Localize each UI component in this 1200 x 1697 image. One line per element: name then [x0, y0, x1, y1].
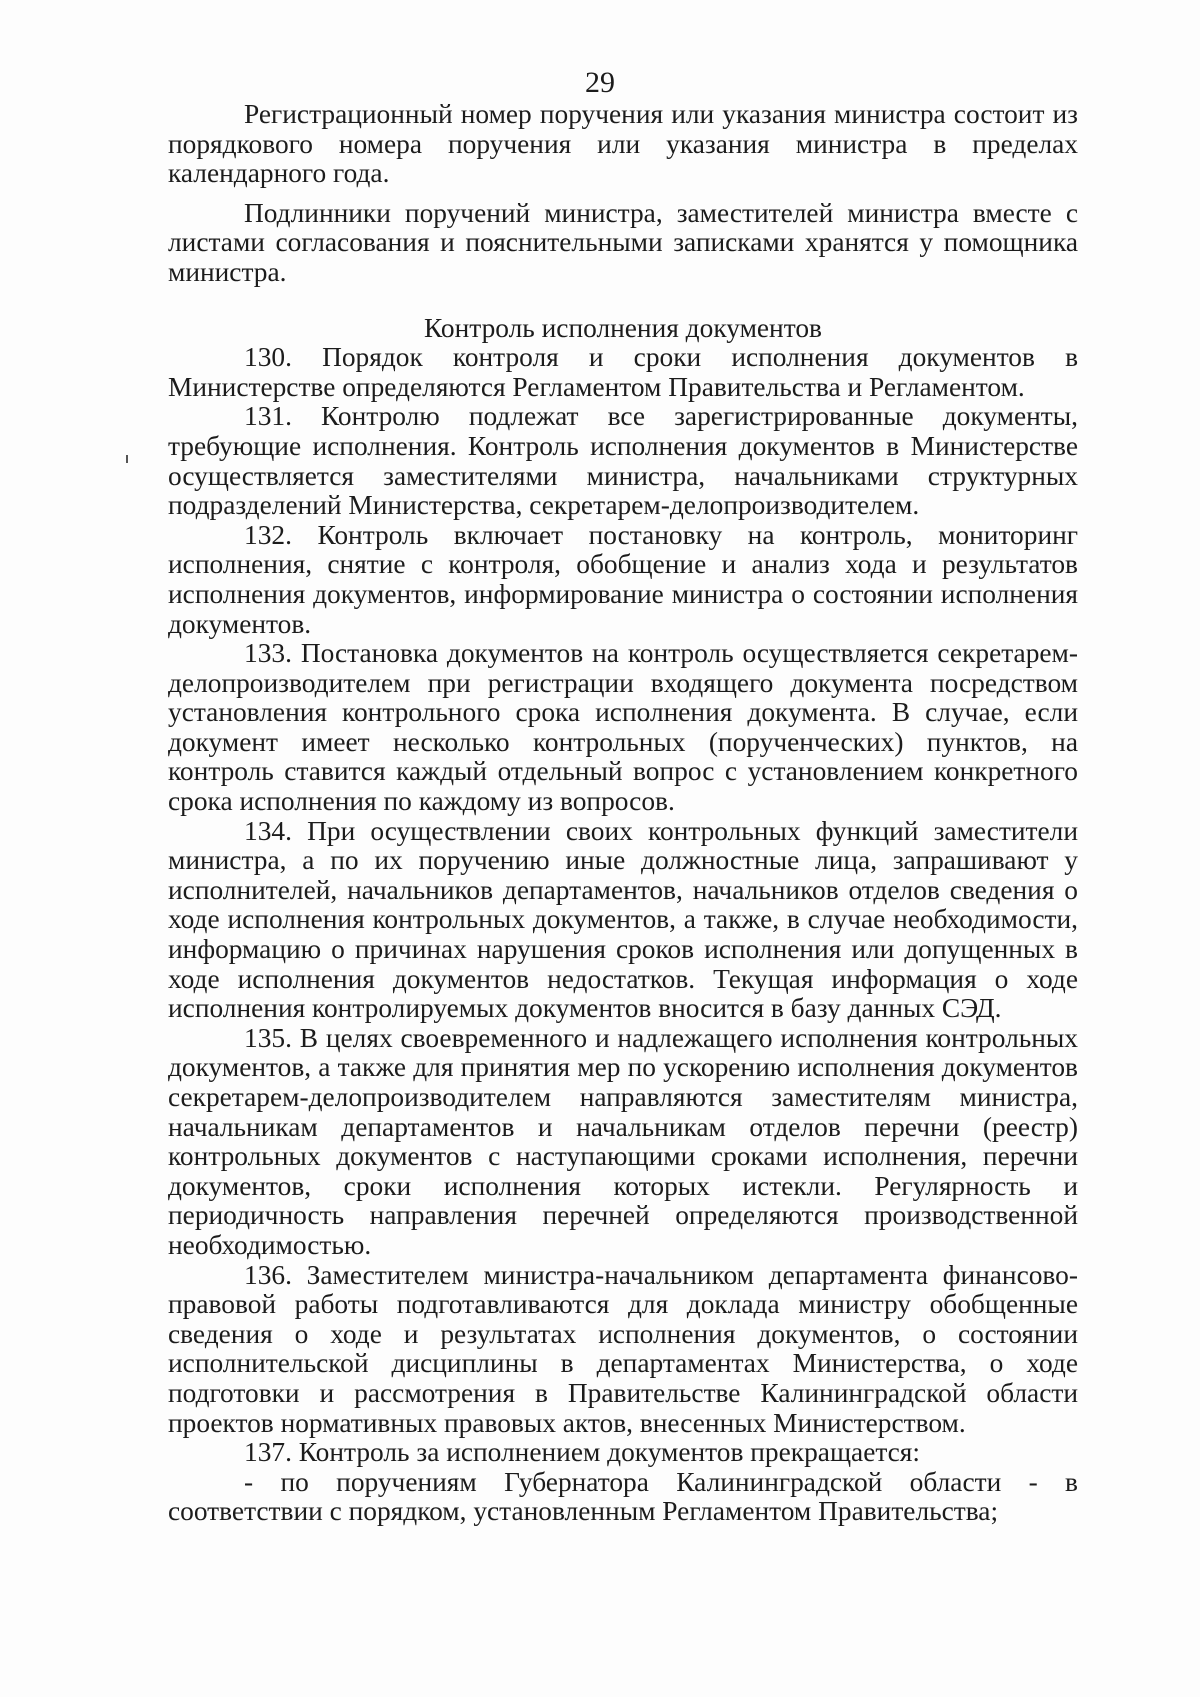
paragraph-132: 132. Контроль включает постановку на контроль, мониторинг исполнения, снятие с контроля, обобщение и анализ хода и результатов исполнения документов, информирование министра о состоянии исполнения документов.: [168, 519, 1078, 639]
paragraph-135: 135. В целях своевременного и надлежащего исполнения контрольных документов, а также для принятия мер по ускорению исполнения документов секретарем-делопроизводителем направляются заместителям министра, начальникам департаментов и начальникам отделов перечни (реестр) контрольных документов с наступающими сроками исполнения, перечни документов, сроки исполнения которых истекли. Регулярность и периодичность направления перечней определяются производственной необходимостью.: [168, 1022, 1078, 1260]
paragraph-137: 137. Контроль за исполнением документов прекращается:: [244, 1437, 921, 1468]
paragraph-133: 133. Постановка документов на контроль осуществляется секретарем-делопроизводителем при регистрации входящего документа посредством установления контрольного срока исполнения документа. В случае, если документ имеет несколько контрольных (порученческих) пунктов, на контроль ставится каждый отдельный вопрос с установлением конкретного срока исполнения по каждому из вопросов.: [168, 638, 1078, 817]
paragraph-137-governor-orders: - по поручениям Губернатора Калининградской области - в соответствии с порядком, установленным Регламентом Правительства;: [168, 1466, 1078, 1527]
paragraph-134: 134. При осуществлении своих контрольных функций заместители министра, а по их поручению иные должностные лица, запрашивают у исполнителей, начальников департаментов, начальников отделов сведения о ходе исполнения контрольных документов, а также, в случае необходимости, информацию о причинах нарушения сроков исполнения или допущенных в ходе исполнения документов недостатков. Текущая информация о ходе исполнения контролируемых документов вносится в базу данных СЭД.: [168, 815, 1078, 1024]
paragraph-131: 131. Контролю подлежат все зарегистрированные документы, требующие исполнения. Контроль исполнения документов в Министерстве осуществляется заместителями министра, начальниками структурных подразделений Министерства, секретарем-делопроизводителем.: [168, 401, 1078, 521]
paragraph-registration-number: Регистрационный номер поручения или указания министра состоит из порядкового номера поручения или указания министра в пределах календарного года.: [168, 99, 1078, 189]
section-heading: Контроль исполнения документов: [424, 312, 822, 343]
paragraph-originals-storage: Подлинники поручений министра, заместителей министра вместе с листами согласования и пояснительными записками хранятся у помощника министра.: [168, 197, 1078, 287]
document-body: [168, 100, 1078, 1527]
scan-mark: [126, 455, 128, 463]
page-number: 29: [585, 66, 615, 99]
paragraph-130: 130. Порядок контроля и сроки исполнения документов в Министерстве определяются Регламентом Правительства и Регламентом.: [168, 342, 1078, 402]
paragraph-136: 136. Заместителем министра-начальником департамента финансово-правовой работы подготавливаются для доклада министру обобщенные сведения о ходе и результатах исполнения документов, о состоянии исполнительской дисциплины в департаментах Министерства, о ходе подготовки и рассмотрения в Правительстве Калининградской области проектов нормативных правовых актов, внесенных Министерством.: [168, 1259, 1078, 1438]
